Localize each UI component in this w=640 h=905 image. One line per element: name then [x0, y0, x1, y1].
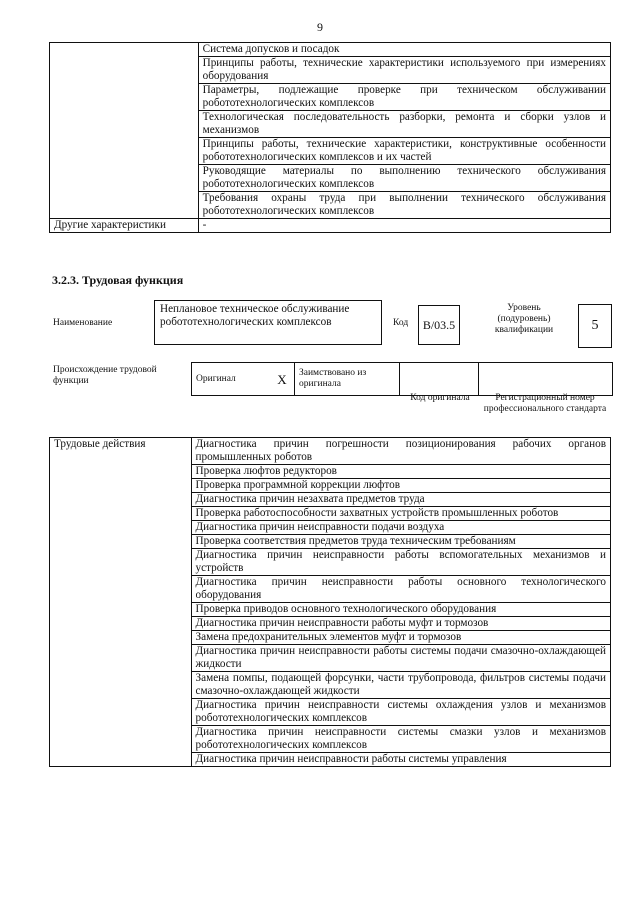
labor-action-item: Замена предохранительных элементов муфт и тормозов — [191, 631, 610, 645]
origin-label: Происхождение трудовой функции — [53, 365, 157, 386]
function-code-box: B/03.5 — [418, 305, 460, 345]
code-label: Код — [393, 318, 409, 328]
labor-action-item: Замена помпы, подающей форсунки, части трубопровода, фильтров системы подачи смазочно-охлаждающей жидкости — [191, 672, 610, 699]
labor-action-item: Диагностика причин погрешности позиционирования рабочих органов промышленных роботов — [191, 438, 610, 465]
section-title: 3.2.3. Трудовая функция — [52, 273, 184, 287]
borrowed-label: Заимствовано из оригинала — [295, 363, 400, 396]
labor-action-item: Диагностика причин неисправности системы охлаждения узлов и механизмов робототехнологических комплексов — [191, 699, 610, 726]
other-characteristics-label: Другие характеристики — [50, 219, 199, 233]
labor-actions-label: Трудовые действия — [50, 438, 192, 767]
code-original-caption: Код оригинала — [410, 393, 470, 403]
level-label: Уровень (подуровень) квалификации — [494, 303, 554, 335]
function-level-box: 5 — [578, 304, 612, 348]
other-characteristics-value: - — [198, 219, 610, 233]
labor-action-item: Проверка работоспособности захватных устройств промышленных роботов — [191, 507, 610, 521]
table-row — [50, 438, 611, 465]
registration-number-caption: Регистрационный номер профессионального стандарта — [483, 393, 607, 414]
knowledge-item: Руководящие материалы по выполнению технического обслуживания робототехнологических комплексов — [198, 165, 610, 192]
function-name-box: Неплановое техническое обслуживание робототехнологических комплексов — [154, 300, 382, 345]
knowledge-item: Принципы работы, технические характеристики используемого при измерениях оборудования — [198, 57, 610, 84]
name-label: Наименование — [53, 318, 113, 328]
labor-actions-table — [49, 437, 611, 767]
labor-action-item: Диагностика причин неисправности работы системы управления — [191, 753, 610, 767]
labor-action-item: Диагностика причин неисправности работы системы подачи смазочно-охлаждающей жидкости — [191, 645, 610, 672]
original-label: Оригинал — [192, 363, 271, 396]
labor-action-item: Диагностика причин неисправности системы смазки узлов и механизмов робототехнологических комплексов — [191, 726, 610, 753]
knowledge-item: Технологическая последовательность разборки, ремонта и сборки узлов и механизмов — [198, 111, 610, 138]
knowledge-item: Принципы работы, технические характеристики, конструктивные особенности робототехнологических комплексов и их частей — [198, 138, 610, 165]
labor-action-item: Диагностика причин неисправности подачи воздуха — [191, 521, 610, 535]
labor-action-item: Диагностика причин неисправности работы основного технологического оборудования — [191, 576, 610, 603]
original-mark: X — [270, 363, 295, 396]
labor-action-item: Диагностика причин неисправности работы муфт и тормозов — [191, 617, 610, 631]
knowledge-item: Требования охраны труда при выполнении технического обслуживания робототехнологических комплексов — [198, 192, 610, 219]
labor-action-item: Диагностика причин незахвата предметов труда — [191, 493, 610, 507]
knowledge-item: Система допусков и посадок — [198, 43, 610, 57]
labor-action-item: Проверка программной коррекции люфтов — [191, 479, 610, 493]
labor-action-item: Проверка соответствия предметов труда техническим требованиям — [191, 535, 610, 549]
labor-action-item: Проверка люфтов редукторов — [191, 465, 610, 479]
knowledge-item: Параметры, подлежащие проверке при техническом обслуживании робототехнологических комплексов — [198, 84, 610, 111]
labor-action-item: Проверка приводов основного технологического оборудования — [191, 603, 610, 617]
page-number: 9 — [317, 20, 323, 34]
labor-action-item: Диагностика причин неисправности работы вспомогательных механизмов и устройств — [191, 549, 610, 576]
